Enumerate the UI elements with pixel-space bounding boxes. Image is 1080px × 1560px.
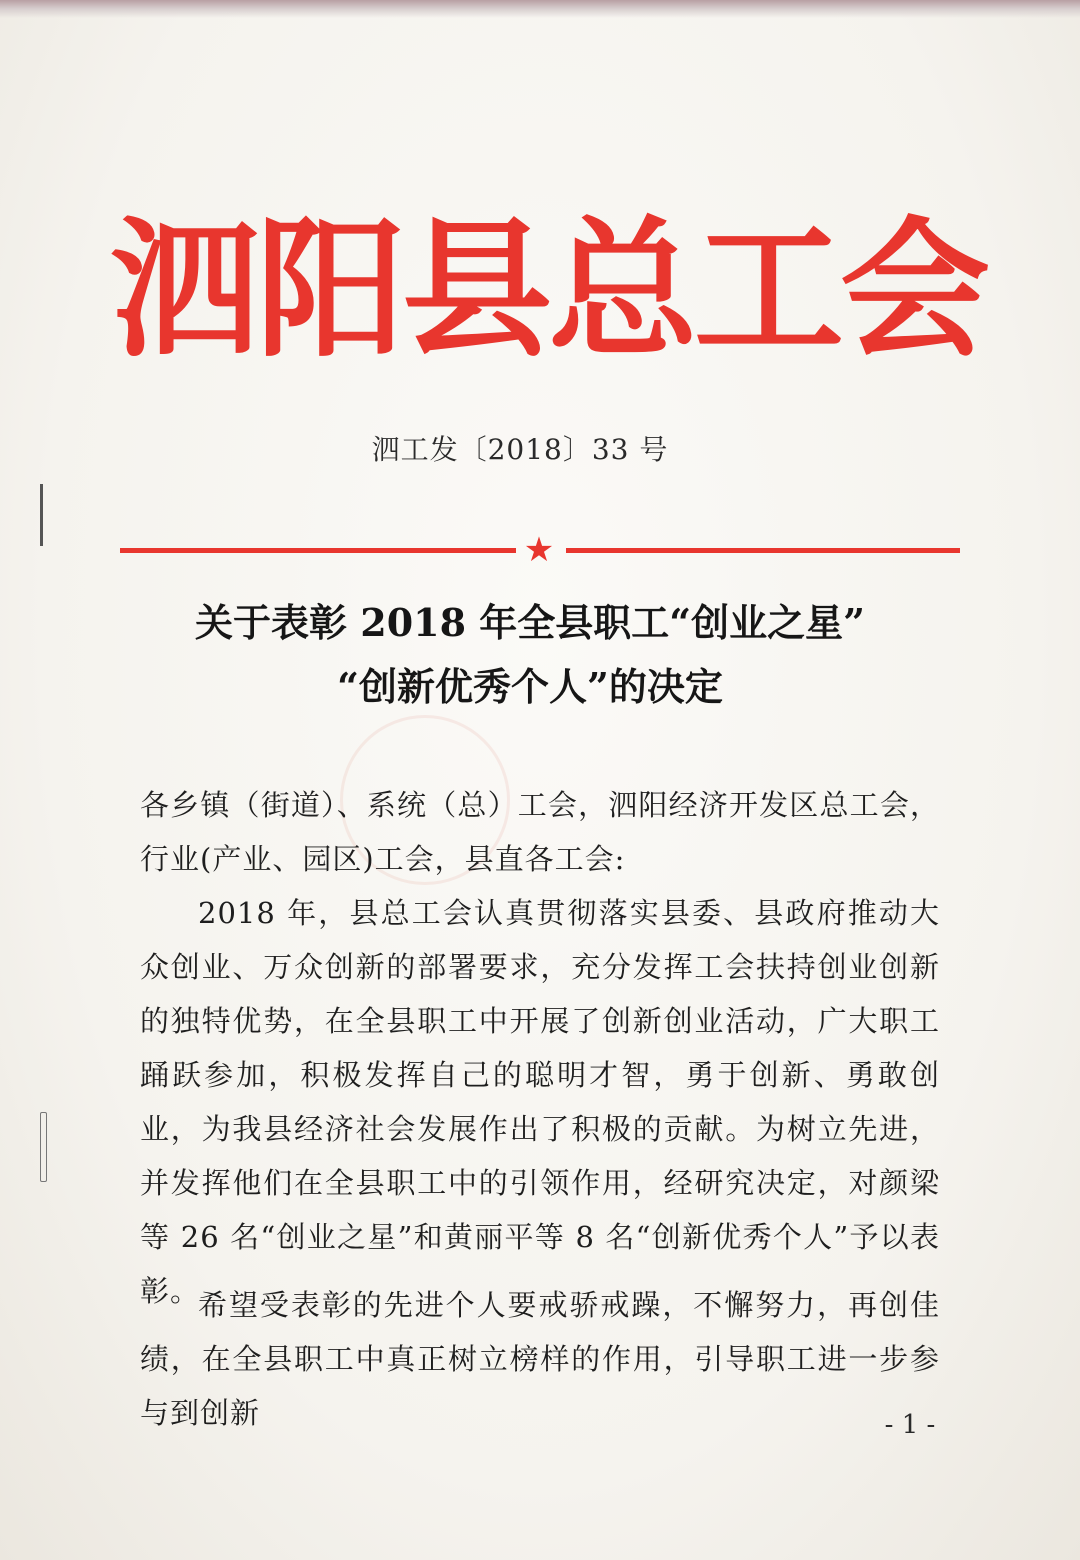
body-paragraph-1: 2018 年，县总工会认真贯彻落实县委、县政府推动大众创业、万众创新的部署要求，充分发挥工会扶持创业创新的独特优势，在全县职工中开展了创新创业活动，广大职工踊跃参加，积极发挥自己的聪明才智，勇于创新、勇敢创业，为我县经济社会发展作出了积极的贡献。为树立先进，并发挥他们在全县职工中的引领作用，经研究决定，对颜梁等 26 名“创业之星”和黄丽平等 8 名“创新优秀个人”予以表彰。 [140, 896, 940, 1308]
organization-masthead: 泗阳县总工会 [110, 202, 987, 378]
divider-line-right [566, 548, 960, 553]
divider-line-left [120, 548, 516, 553]
body-paragraph-2: 希望受表彰的先进个人要戒骄戒躁，不懈努力，再创佳绩，在全县职工中真正树立榜样的作用，引导职工进一步参与到创新 [140, 1288, 940, 1430]
salutation: 各乡镇（街道）、系统（总）工会，泗阳经济开发区总工会，行业(产业、园区)工会，县直各工会: [140, 788, 940, 876]
page-top-edge [0, 0, 1080, 18]
page-number: - 1 - [884, 1410, 936, 1440]
star-icon: ★ [523, 530, 555, 570]
binding-mark-lower [40, 1112, 47, 1182]
binding-mark-upper [40, 484, 43, 546]
document-title-line2: “创新优秀个人”的决定 [337, 664, 723, 709]
document-title-line1: 关于表彰 2018 年全县职工“创业之星” [195, 600, 865, 645]
red-divider [120, 530, 960, 570]
document-number: 泗工发〔2018〕33 号 [371, 433, 669, 466]
